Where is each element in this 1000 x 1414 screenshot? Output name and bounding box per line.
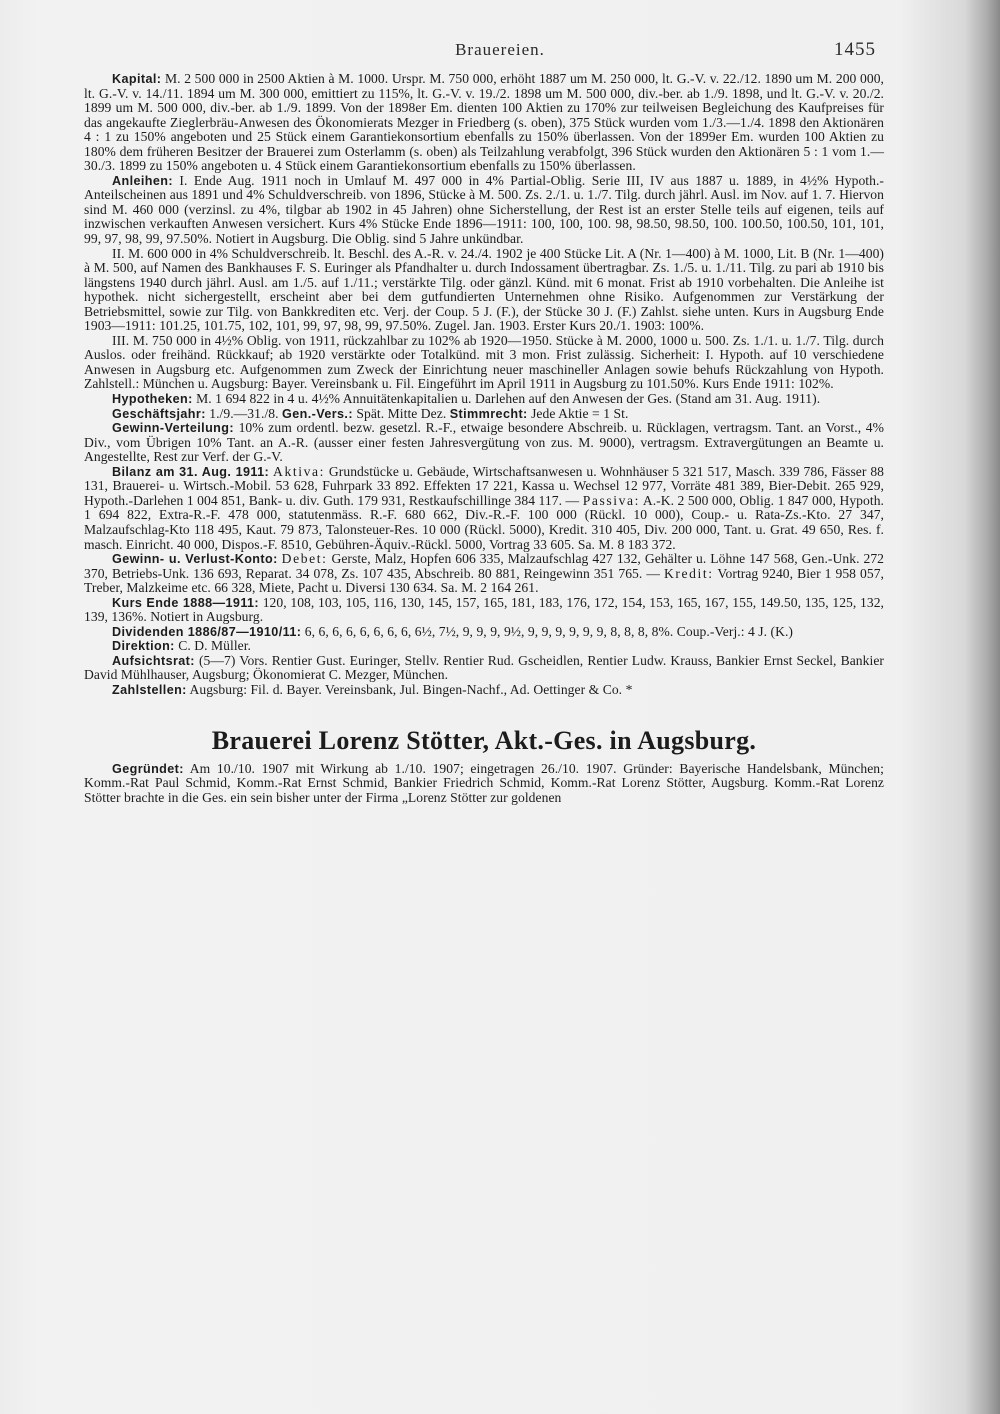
text-anleihen-3: III. M. 750 000 in 4½% Oblig. von 1911, rückzahlbar zu 102% ab 1920—1950. Stücke à M. 2000, 1000 u. 500. Zs. 1./1. u. 1./7. Tilg. durch Auslos. oder freihänd. Rückkauf; ab 1920 verstärkte oder Totalkünd. mit 3 mon. Frist zulässig. Sicherheit: I. Hypoth. auf 10 verschiedene Anwesen in Augsburg etc. Aufgenommen zum Zweck der Einrichtung neuer maschineller Anlagen sowie behufs Rückzahlung von Hypoth. Zahlstell.: München u. Augsburg: Bayer. Vereinsbank u. Fil. Eingeführt im April 1911 in Augsburg zu 101.50%. Kurs Ende 1911: 102%. (84, 332, 884, 392)
label-direktion: Direktion: (112, 639, 175, 654)
section-gewinnverteilung (84, 421, 884, 465)
section-gegruendet (84, 762, 884, 806)
label-zahlstellen: Zahlstellen: (112, 682, 187, 697)
text-stimmrecht: Jede Aktie = 1 St. (531, 405, 629, 421)
text-gen-vers: Spät. Mitte Dez. (356, 405, 447, 421)
text-passiva: A.-K. 2 500 000, Oblig. 1 847 000, Hypoth. 1 694 822, Extra-R.-F. 478 000, statutenmäss. R.-F. 680 662, Div.-R.-F. 100 000 (Rückl. 10 000), Coup.- u. Rata-Zs.-Kto. 27 347, Malzaufschlag-Kto 118 495, Kaut. 79 873, Talonsteuer-Res. 10 000 (Rückl. 5000), Kredit. 310 405, Div. 200 000, Tant. u. Grat. 49 650, Res. f. masch. Einricht. 40 000, Dispos.-F. 8510, Gebühren-Äquiv.-Rückl. 5000, Vortrag 33 605. Sa. M. 8 183 372. (84, 492, 884, 552)
label-aktiva: Aktiva: (273, 463, 326, 479)
label-gegruendet: Gegründet: (112, 761, 184, 776)
label-gewinn-konto: Gewinn- u. Verlust-Konto: (112, 552, 278, 567)
label-aufsichtsrat: Aufsichtsrat: (112, 653, 195, 668)
label-passiva: Passiva: (582, 492, 641, 508)
text-kapital: M. 2 500 000 in 2500 Aktien à M. 1000. Urspr. M. 750 000, erhöht 1887 um M. 250 000, lt. G.-V. v. 22./12. 1890 um M. 200 000, lt. G.-V. v. 14./11. 1894 um M. 300 000, emittiert zu 115%, lt. G.-V. v. 19./2. 1898 um M. 500 000, div.-ber. ab 1./9. 1898, und lt. G.-V. v. 20./2. 1899 um M. 500 000, div.-ber. ab 1./9. 1899. Von der 1898er Em. dienten 100 Aktien zu 170% zur teilweisen Begleichung des Kaufpreises für das angekaufte Zieglerbräu-Anwesen des Ökonomierats Mezger in Friedberg (s. oben), 375 Stück wurden vom 1./3.—1./4. 1898 den Aktionären 4 : 1 zu 150% angeboten und 25 Stück einem Garantiekonsortium ebenfalls zu 150% überlassen. Von der 1899er Em. wurden 100 Aktien zu 180% dem früheren Besitzer der Brauerei zum Osterlamm (s. oben) als Teilzahlung verabfolgt, 396 Stück wurden den Aktionären 5 : 1 vom 1.—30./3. 1899 zu 150% angeboten u. 4 Stück einem Garantiekonsortium ebenfalls zu 150% überlassen. (84, 71, 884, 174)
label-geschaeftsjahr: Geschäftsjahr: (112, 406, 206, 421)
page-number: 1455 (834, 39, 876, 60)
text-debet: Gerste, Malz, Hopfen 606 335, Malzaufschlag 427 132, Gehälter u. Löhne 147 568, Gen.-Unk. 272 370, Betriebs-Unk. 136 693, Reparat. 34 078, Zs. 107 435, Abschreib. 80 881, Reingewinn 351 765. — (84, 551, 885, 581)
text-aktiva: Grundstücke u. Gebäude, Wirtschaftsanwesen u. Wohnhäuser 5 321 517, Masch. 339 786, Fässer 88 131, Brauerei- u. Wirtsch.-Mobil. 53 628, Fuhrpark 33 892. Effekten 17 221, Kassa u. Wechsel 12 977, Vorräte 481 389, Bier-Debit. 265 929, Hypoth.-Darlehen 1 004 851, Bank- u. div. Guth. 179 931, Restkaufschillinge 384 117. — (84, 463, 885, 508)
text-geschaeftsjahr: 1./9.—31./8. (209, 405, 279, 421)
text-gegruendet: Am 10./10. 1907 mit Wirkung ab 1./10. 1907; eingetragen 26./10. 1907. Gründer: Bayerische Handelsbank, München; Komm.-Rat Paul Schmid, Komm.-Rat Ernst Schmid, Bankier Friedrich Schmid, Komm.-Rat Lorenz Stötter, Augsburg. Komm.-Rat Lorenz Stötter brachte in die Ges. ein sein bisher unter der Firma „Lorenz Stötter zur goldenen (84, 760, 884, 805)
section-hypotheken (84, 392, 884, 407)
page-body (84, 72, 884, 805)
text-kredit: Vortrag 9240, Bier 1 958 057, Treber, Malzkeime etc. 66 328, Miete, Pacht u. Diversi 130 634. Sa. M. 2 164 261. (84, 565, 884, 596)
section-kapital (84, 72, 884, 174)
section-gewinn-konto (84, 552, 884, 596)
company-title: Brauerei Lorenz Stötter, Akt.-Ges. in Augsburg. (211, 725, 757, 755)
section-geschaeftsjahr (84, 407, 884, 422)
section-zahlstellen (84, 683, 884, 698)
label-kapital: Kapital: (112, 72, 162, 86)
label-kurs: Kurs Ende 1888—1911: (112, 595, 260, 610)
label-debet: Debet: (281, 551, 328, 567)
page-header (0, 40, 1000, 64)
label-gen-vers: Gen.-Vers.: (282, 406, 353, 421)
page-gutter-shadow (966, 0, 1000, 1414)
text-kurs: 120, 108, 103, 105, 116, 130, 145, 157, 165, 181, 183, 176, 172, 154, 153, 165, 167, 155, 149.50, 135, 125, 132, 139, 136%. Notiert in Augsburg. (84, 594, 884, 625)
label-kredit: Kredit: (663, 565, 714, 581)
text-zahlstellen: Augsburg: Fil. d. Bayer. Vereinsbank, Jul. Bingen-Nachf., Ad. Oettinger & Co. * (189, 681, 633, 697)
section-anleihen-3 (84, 334, 884, 392)
text-hypotheken: M. 1 694 822 in 4 u. 4½% Annuitätenkapitalien u. Darlehen auf den Anwesen der Ges. (Stand am 31. Aug. 1911). (196, 391, 821, 407)
text-direktion: C. D. Müller. (178, 638, 252, 654)
label-hypotheken: Hypotheken: (112, 392, 193, 407)
running-head: Brauereien. (455, 40, 545, 59)
text-gewinnverteilung: 10% zum ordentl. bezw. gesetzl. R.-F., etwaige besondere Abschreib. u. Rücklagen, vertragsm. Tant. an Vorst., 4% Div., vom Übrigen 10% Tant. an A.-R. (ausser einer festen Jahresvergütung von zus. M. 9000), vertragsm. Extravergütungen an Beamte u. Angestellte, Rest zur Verf. der G.-V. (84, 420, 884, 465)
label-stimmrecht: Stimmrecht: (449, 406, 528, 421)
section-kurs (84, 596, 884, 625)
label-gewinnverteilung: Gewinn-Verteilung: (112, 421, 234, 436)
section-aufsichtsrat (84, 654, 884, 683)
section-anleihen-2 (84, 247, 884, 334)
section-bilanz (84, 465, 884, 552)
section-dividenden (84, 625, 884, 640)
label-anleihen: Anleihen: (112, 173, 173, 188)
text-anleihen-1: I. Ende Aug. 1911 noch in Umlauf M. 497 000 in 4% Partial-Oblig. Serie III, IV aus 1887 u. 1889, in 4½% Hypoth.-Anteilscheinen aus 1891 und 4% Schuldverschreib. von 1896, Stücke à M. 500. Zs. 2./1. u. 1./7. Tilg. durch jährl. Ausl. im Nov. auf 1. 7. Hiervon sind M. 460 000 (verzinsl. zu 4%, tilgbar ab 1902 in 45 Jahren) ohne Sicherstellung, der Rest ist an erster Stelle teils auf eigenen, teils auf inzwischen verkauften Anwesen versichert. Kurs 4% Stücke Ende 1896—1911: 100, 100, 100. 98, 98.50, 98.50, 100. 100.50, 100.50, 101, 101, 99, 97, 98, 99, 97.50%. Notiert in Augsburg. Die Oblig. sind 5 Jahre unkündbar. (84, 172, 885, 247)
section-direktion (84, 639, 884, 654)
section-anleihen (84, 174, 884, 247)
label-dividenden: Dividenden 1886/87—1910/11: (112, 624, 302, 639)
text-aufsichtsrat: (5—7) Vors. Rentier Gust. Euringer, Stellv. Rentier Rud. Gscheidlen, Rentier Ludw. Krauss, Bankier Ernst Seckel, Bankier David Mühlhauser, Augsburg; Ökonomierat C. Mezger, München. (84, 652, 884, 683)
label-bilanz: Bilanz am 31. Aug. 1911: (112, 464, 270, 479)
text-anleihen-2: II. M. 600 000 in 4% Schuldverschreib. lt. Beschl. des A.-R. v. 24./4. 1902 je 400 Stücke Lit. A (Nr. 1—400) à M. 1000, Lit. B (Nr. 1—400) à M. 500, auf Namen des Bankhauses F. S. Euringer als Pfandhalter u. durch Indossament übertragbar. Zs. 1./5. u. 1./11. Tilg. zu pari ab 1910 bis längstens 1940 durch jährl. Ausl. am 1./5. auf 1./11.; verstärkte Tilg. oder gänzl. Künd. mit 6 monat. Frist ab 1910 vorbehalten. Die Anleihe ist hypothek. nicht sichergestellt, erscheint aber bei dem gutfundierten Unternehmen ohne Risiko. Aufgenommen zur Verstärkung der Betriebsmittel, sowie zur Tilg. von Bankkrediten etc. Verj. der Coup. 5 J. (F.), der Stücke 30 J. (F.) Zahlst. siehe unten. Kurs in Augsburg Ende 1903—1911: 101.25, 101.75, 102, 101, 99, 97, 98, 99, 97.50%. Zugel. Jan. 1903. Erster Kurs 20./1. 1903: 100%. (84, 245, 884, 334)
text-dividenden: 6, 6, 6, 6, 6, 6, 6, 6, 6½, 7½, 9, 9, 9, 9½, 9, 9, 9, 9, 9, 9, 8, 8, 8, 8%. Coup.-Verj.: 4 J. (K.) (304, 623, 793, 639)
